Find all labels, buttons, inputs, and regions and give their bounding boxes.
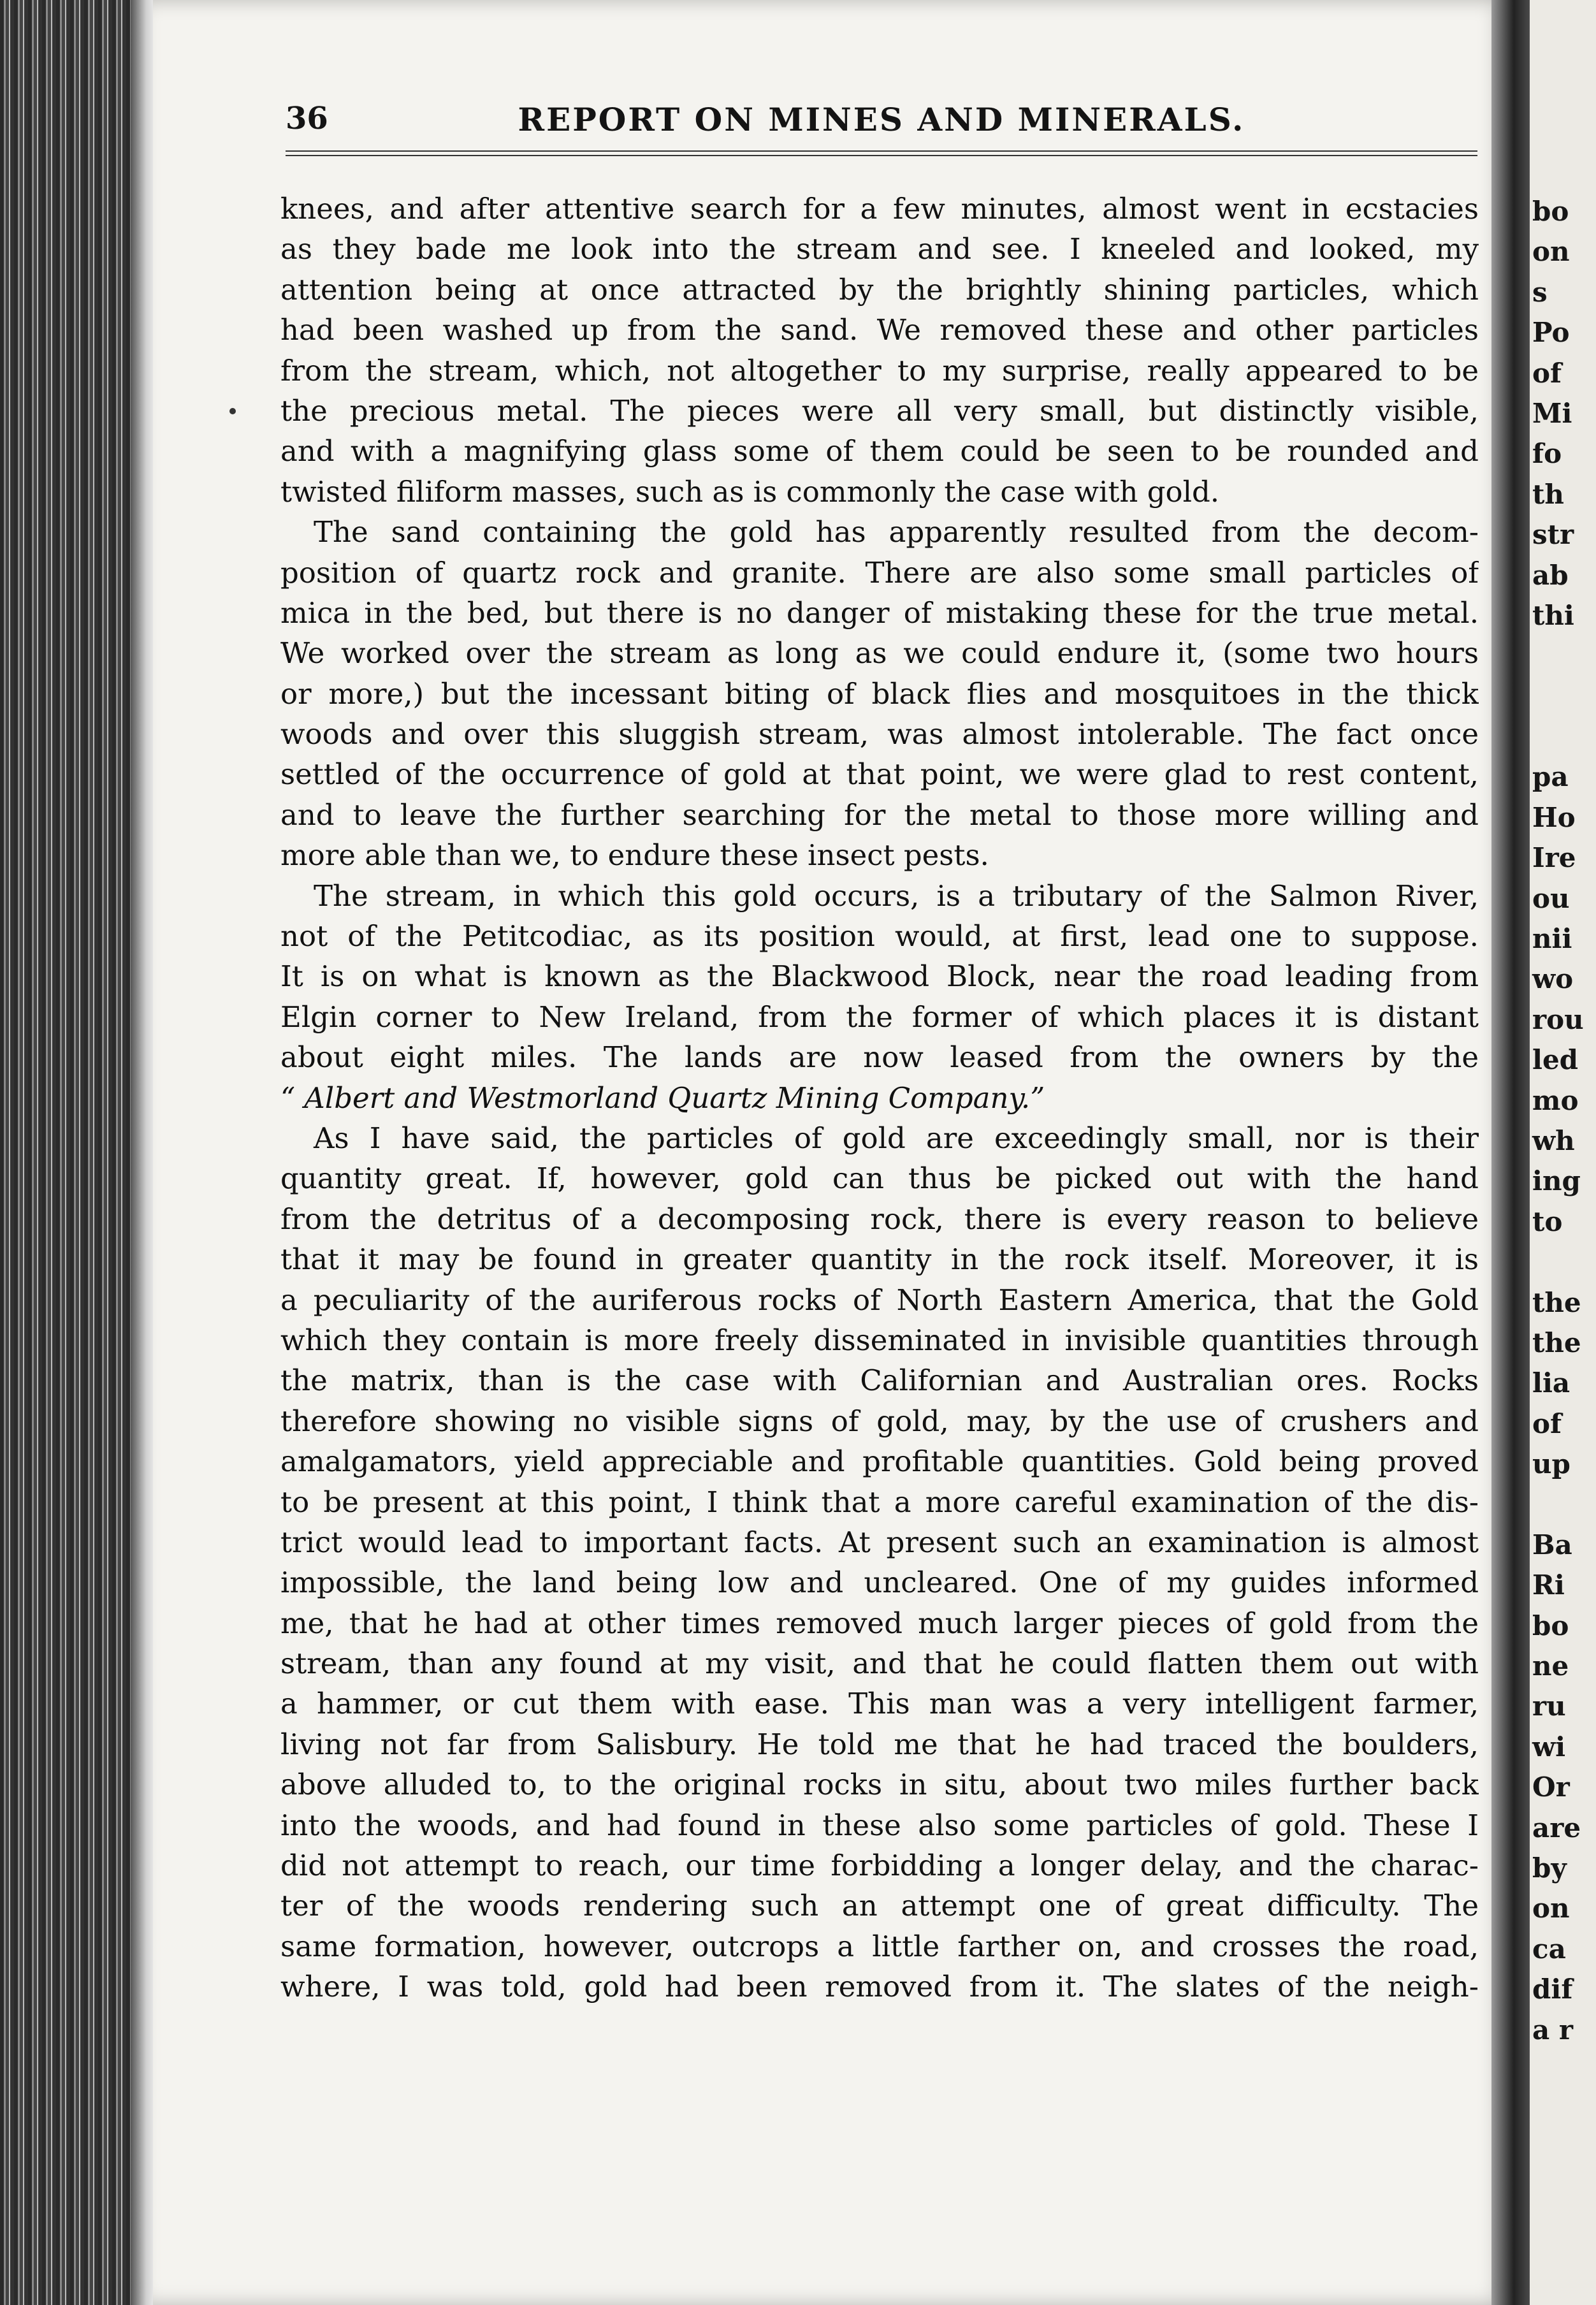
adjacent-page-fragment: ru — [1532, 1691, 1566, 1722]
text-line: attention being at once attracted by the brightly shining particles, which — [280, 272, 1479, 307]
adjacent-page-fragment: to — [1532, 1205, 1563, 1237]
adjacent-page-fragment — [1532, 1485, 1584, 1525]
adjacent-page-fragment — [1532, 636, 1584, 676]
text-line: The stream, in which this gold occurs, is a tributary of the Salmon River, — [314, 878, 1479, 913]
text-line: As I have said, the particles of gold are exceedingly small, nor is their — [314, 1121, 1479, 1155]
text-line: had been washed up from the sand. We removed these and other particles — [280, 313, 1479, 347]
body-text — [280, 189, 1479, 2007]
text-line: a peculiarity of the auriferous rocks of North Eastern America, that the Gold — [280, 1283, 1479, 1317]
adjacent-page-fragment: bo — [1532, 196, 1569, 227]
adjacent-page-fragments — [1532, 191, 1584, 2050]
adjacent-page-fragment: str — [1532, 519, 1574, 551]
text-line: that it may be found in greater quantity in the rock itself. Moreover, it is — [280, 1242, 1479, 1277]
adjacent-page-fragment: up — [1532, 1448, 1571, 1480]
text-line: position of quartz rock and granite. There are also some small particles of — [280, 555, 1479, 590]
text-line: did not attempt to reach, our time forbidding a longer delay, and the charac- — [280, 1849, 1479, 1883]
adjacent-page-fragment: nii — [1532, 923, 1572, 955]
adjacent-page-fragment: Ba — [1532, 1529, 1572, 1560]
adjacent-page-fragment: Or — [1532, 1771, 1570, 1803]
text-line: into the woods, and had found in these also some particles of gold. These I — [280, 1808, 1479, 1842]
running-title: REPORT ON MINES AND MINERALS. — [518, 101, 1245, 138]
adjacent-page-fragment: ne — [1532, 1650, 1569, 1682]
adjacent-page-fragment: pa — [1532, 761, 1569, 793]
adjacent-page-fragment: the — [1532, 1327, 1581, 1358]
adjacent-page-fragment — [1532, 1242, 1584, 1282]
adjacent-page-fragment: by — [1532, 1852, 1567, 1884]
text-line: mica in the bed, but there is no danger of mistaking these for the true metal. — [280, 595, 1479, 630]
text-line: settled of the occurrence of gold at that point, we were glad to rest content, — [280, 757, 1479, 792]
page-header — [286, 97, 1477, 148]
adjacent-page-fragment: rou — [1532, 1003, 1584, 1035]
text-line: the precious metal. The pieces were all very small, but distinctly visible, — [280, 393, 1479, 428]
adjacent-page-fragment: a r — [1532, 2014, 1573, 2046]
adjacent-page-fragment: the — [1532, 1286, 1581, 1318]
adjacent-page-fragment: of — [1532, 357, 1562, 389]
text-line: quantity great. If, however, gold can thus be picked out with the hand — [280, 1161, 1479, 1196]
text-line: from the stream, which, not altogether to my surprise, really appeared to be — [280, 353, 1479, 388]
text-line: It is on what is known as the Blackwood Block, near the road leading from — [280, 959, 1479, 994]
text-line: knees, and after attentive search for a few minutes, almost went in ecstacies — [280, 192, 1479, 226]
adjacent-page-fragment: on — [1532, 1893, 1570, 1924]
text-line: the matrix, than is the case with Californian and Australian ores. Rocks — [280, 1363, 1479, 1398]
adjacent-page-fragment: Po — [1532, 317, 1570, 349]
text-line: Elgin corner to New Ireland, from the former of which places it is distant — [280, 1000, 1479, 1034]
adjacent-page-fragment: s — [1532, 276, 1548, 308]
text-line: and with a magnifying glass some of them could be seen to be rounded and — [280, 434, 1479, 469]
text-line: as they bade me look into the stream and see. I kneeled and looked, my — [280, 232, 1479, 266]
adjacent-page-fragment: are — [1532, 1812, 1581, 1843]
adjacent-page-fragment: wo — [1532, 963, 1574, 995]
text-line: impossible, the land being low and uncleared. One of my guides informed — [280, 1566, 1479, 1600]
adjacent-page-fragment: th — [1532, 478, 1564, 510]
text-line: living not far from Salisbury. He told me that he had traced the boulders, — [280, 1727, 1479, 1761]
adjacent-page-fragment — [1532, 676, 1584, 716]
text-line: stream, than any found at my visit, and that he could flatten them out with — [280, 1647, 1479, 1681]
adjacent-page-fragment: wi — [1532, 1731, 1566, 1763]
adjacent-page-fragment: Mi — [1532, 397, 1572, 429]
adjacent-page-fragment: lia — [1532, 1367, 1571, 1399]
text-line: me, that he had at other times removed much larger pieces of gold from the — [280, 1606, 1479, 1640]
text-line: a hammer, or cut them with ease. This man was a very intelligent farmer, — [280, 1687, 1479, 1721]
adjacent-page-fragment: ing — [1532, 1165, 1581, 1197]
text-line: which they contain is more freely disseminated in invisible quantities through — [280, 1323, 1479, 1357]
text-line: and to leave the further searching for the metal to those more willing and — [280, 797, 1479, 832]
adjacent-page-fragment: wh — [1532, 1124, 1575, 1156]
ink-spot — [229, 408, 236, 414]
adjacent-page-fragment: led — [1532, 1044, 1579, 1076]
text-line: more able than we, to endure these insect pests. — [280, 838, 989, 873]
text-line: same formation, however, outcrops a little farther on, and crosses the road, — [280, 1929, 1479, 1963]
text-line: “ Albert and Westmorland Quartz Mining Company.” — [280, 1080, 1045, 1115]
adjacent-page-fragment: mo — [1532, 1084, 1579, 1116]
text-line: twisted filiform masses, such as is commonly the case with gold. — [280, 474, 1220, 509]
adjacent-page-fragment: on — [1532, 236, 1570, 268]
text-line: The sand containing the gold has apparently resulted from the decom- — [314, 515, 1479, 549]
adjacent-page-fragment: dif — [1532, 1974, 1573, 2005]
text-line: We worked over the stream as long as we could endure it, (some two hours — [280, 636, 1479, 671]
adjacent-page-fragment: Ire — [1532, 842, 1576, 874]
page-stack-edge — [131, 0, 156, 2305]
text-line: not of the Petitcodiac, as its position would, at first, lead one to suppose. — [280, 919, 1479, 954]
page-number: 36 — [286, 101, 328, 136]
adjacent-page-fragment: thi — [1532, 599, 1574, 631]
text-line: trict would lead to important facts. At present such an examination is almost — [280, 1525, 1479, 1559]
header-rule — [286, 150, 1477, 156]
adjacent-page-fragment: bo — [1532, 1610, 1569, 1641]
adjacent-page-fragment: ca — [1532, 1933, 1566, 1965]
text-line: to be present at this point, I think that a more careful examination of the dis- — [280, 1485, 1479, 1519]
text-line: woods and over this sluggish stream, was almost intolerable. The fact once — [280, 717, 1479, 752]
text-line: where, I was told, gold had been removed from it. The slates of the neigh- — [280, 1970, 1479, 2004]
text-line: or more,) but the incessant biting of black flies and mosquitoes in the thick — [280, 676, 1479, 711]
adjacent-page-fragment: fo — [1532, 438, 1562, 470]
text-line: above alluded to, to the original rocks in situ, about two miles further back — [280, 1768, 1479, 1802]
text-line: therefore showing no visible signs of gold, may, by the use of crushers and — [280, 1404, 1479, 1438]
adjacent-page-fragment — [1532, 716, 1584, 757]
text-line: about eight miles. The lands are now leased from the owners by the — [280, 1040, 1479, 1075]
book-spine-binding — [0, 0, 150, 2305]
adjacent-page-fragment: Ho — [1532, 801, 1576, 833]
adjacent-page-fragment: ab — [1532, 559, 1569, 591]
adjacent-page-edge — [1530, 0, 1596, 2305]
text-line: amalgamators, yield appreciable and profitable quantities. Gold being proved — [280, 1444, 1479, 1479]
text-line: from the detritus of a decomposing rock, there is every reason to believe — [280, 1202, 1479, 1236]
adjacent-page-fragment: Ri — [1532, 1569, 1565, 1601]
text-line: ter of the woods rendering such an attempt one of great difficulty. The — [280, 1889, 1479, 1923]
adjacent-page-fragment: ou — [1532, 882, 1570, 914]
adjacent-page-fragment: of — [1532, 1407, 1562, 1439]
